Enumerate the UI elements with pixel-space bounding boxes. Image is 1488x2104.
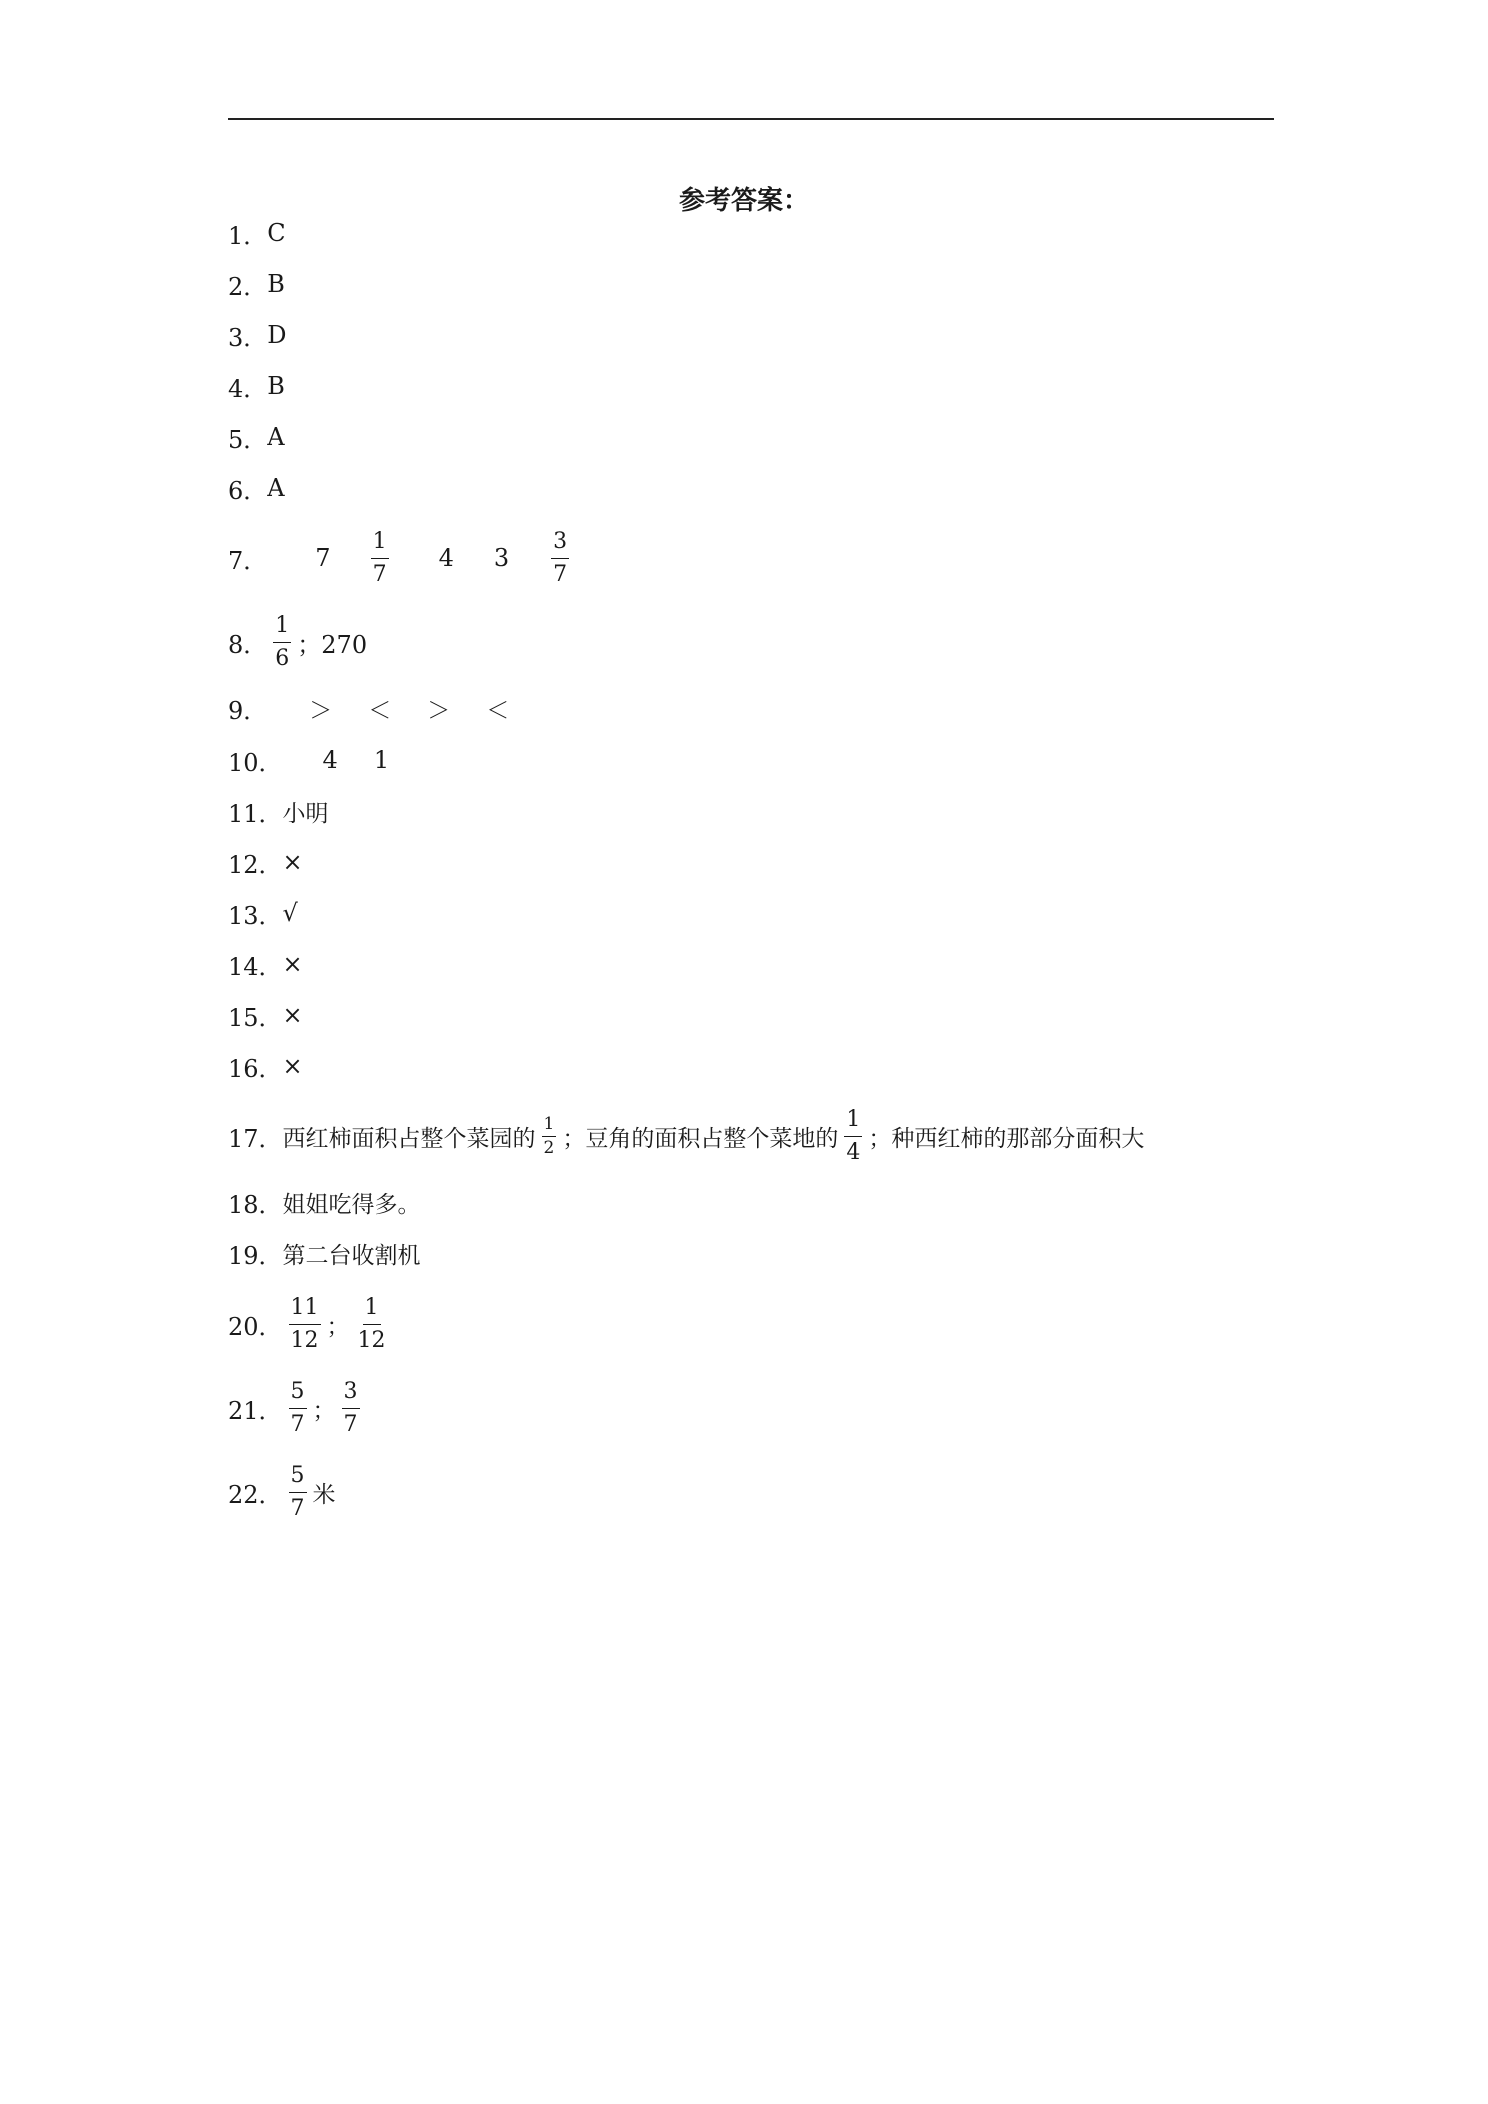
answer-value: 7 bbox=[315, 544, 331, 572]
answer-text: √ bbox=[282, 899, 298, 927]
denominator: 7 bbox=[372, 561, 387, 587]
denominator: 2 bbox=[543, 1137, 555, 1158]
answer-14 bbox=[228, 944, 303, 984]
fraction bbox=[289, 1294, 321, 1353]
answer-text: ；种西红柿的那部分面积大 bbox=[868, 1125, 1145, 1152]
numerator: 3 bbox=[551, 531, 569, 559]
answer-value: 1 bbox=[373, 746, 390, 774]
fraction bbox=[542, 1113, 557, 1158]
answer-text: A bbox=[267, 423, 285, 451]
denominator: 7 bbox=[290, 1495, 305, 1521]
answer-number: 5． bbox=[228, 425, 268, 454]
fraction bbox=[273, 612, 291, 671]
separator: ； bbox=[326, 1313, 350, 1340]
denominator: 12 bbox=[290, 1327, 319, 1353]
answer-text: 小明 bbox=[282, 800, 329, 827]
answer-text: 西红柿面积占整个菜园的 bbox=[282, 1125, 536, 1152]
numerator: 5 bbox=[289, 1465, 307, 1493]
answer-number: 18． bbox=[228, 1190, 283, 1219]
answer-6 bbox=[228, 468, 285, 508]
answer-number: 15． bbox=[228, 1003, 283, 1032]
answer-16 bbox=[228, 1046, 303, 1086]
answer-7 bbox=[228, 528, 575, 588]
answer-text: 姐姐吃得多。 bbox=[282, 1191, 421, 1218]
answer-number: 17． bbox=[228, 1124, 283, 1153]
fraction bbox=[356, 1294, 388, 1353]
comparison-sign: ＜ bbox=[368, 697, 392, 724]
answer-11 bbox=[228, 791, 329, 831]
answer-value: 4 bbox=[322, 746, 338, 774]
answer-number: 2． bbox=[228, 272, 268, 301]
fraction bbox=[342, 1378, 360, 1437]
answer-19 bbox=[228, 1233, 421, 1273]
answer-number: 12． bbox=[228, 850, 283, 879]
answer-2 bbox=[228, 264, 285, 304]
comparison-sign: ＜ bbox=[486, 697, 510, 724]
answer-22 bbox=[228, 1460, 336, 1524]
denominator: 7 bbox=[290, 1411, 305, 1437]
answer-20 bbox=[228, 1292, 394, 1356]
answer-13 bbox=[228, 893, 298, 933]
separator: ； bbox=[312, 1397, 336, 1424]
answer-number: 11． bbox=[228, 799, 283, 828]
page-title: 参考答案： bbox=[678, 186, 809, 216]
answer-number: 9． bbox=[228, 696, 268, 725]
answer-4 bbox=[228, 366, 285, 406]
comparison-sign: ＞ bbox=[427, 697, 451, 724]
answer-value: 4 bbox=[438, 544, 454, 572]
answer-18 bbox=[228, 1182, 421, 1222]
unit-label: 米 bbox=[312, 1481, 336, 1508]
answer-number: 7． bbox=[228, 546, 268, 575]
denominator: 7 bbox=[553, 561, 568, 587]
answer-value: 3 bbox=[493, 544, 510, 572]
denominator: 12 bbox=[357, 1327, 386, 1353]
answer-number: 3． bbox=[228, 323, 268, 352]
answer-21 bbox=[228, 1376, 366, 1440]
answer-number: 4． bbox=[228, 374, 268, 403]
answer-text: ；270 bbox=[297, 630, 368, 659]
answer-1 bbox=[228, 213, 286, 253]
numerator: 3 bbox=[342, 1381, 360, 1409]
answer-text: ；豆角的面积占整个菜地的 bbox=[562, 1125, 839, 1152]
numerator: 1 bbox=[371, 531, 389, 559]
answer-text: B bbox=[267, 270, 285, 298]
answer-15 bbox=[228, 995, 303, 1035]
fraction bbox=[289, 1462, 307, 1521]
answer-text: × bbox=[282, 1052, 303, 1080]
comparison-sign: ＞ bbox=[309, 697, 333, 724]
answer-number: 21． bbox=[228, 1396, 283, 1425]
numerator: 11 bbox=[289, 1297, 321, 1325]
header-rule bbox=[228, 118, 1274, 120]
answer-10 bbox=[228, 740, 389, 780]
denominator: 7 bbox=[343, 1411, 358, 1437]
numerator: 1 bbox=[273, 615, 291, 643]
answer-number: 13． bbox=[228, 901, 283, 930]
numerator: 1 bbox=[542, 1116, 557, 1137]
numerator: 1 bbox=[844, 1109, 862, 1137]
answer-number: 10． bbox=[228, 748, 283, 777]
answer-number: 16． bbox=[228, 1054, 283, 1083]
answer-text: 第二台收割机 bbox=[282, 1242, 421, 1269]
answer-text: × bbox=[282, 1001, 303, 1029]
answer-number: 19． bbox=[228, 1241, 283, 1270]
numerator: 1 bbox=[363, 1297, 381, 1325]
fraction bbox=[844, 1106, 862, 1165]
fraction bbox=[371, 528, 389, 587]
answer-number: 6． bbox=[228, 476, 268, 505]
denominator: 6 bbox=[275, 645, 290, 671]
fraction bbox=[289, 1378, 307, 1437]
answer-number: 14． bbox=[228, 952, 283, 981]
denominator: 4 bbox=[846, 1139, 861, 1165]
answer-12 bbox=[228, 842, 303, 882]
answer-number: 22． bbox=[228, 1480, 283, 1509]
answer-5 bbox=[228, 417, 285, 457]
answer-text: × bbox=[282, 950, 303, 978]
answer-8 bbox=[228, 612, 367, 672]
answer-number: 20． bbox=[228, 1312, 283, 1341]
answer-text: D bbox=[267, 321, 287, 349]
answer-number: 1． bbox=[228, 221, 268, 250]
answer-3 bbox=[228, 315, 287, 355]
fraction bbox=[551, 528, 569, 587]
answer-number: 8． bbox=[228, 630, 268, 659]
numerator: 5 bbox=[289, 1381, 307, 1409]
answer-9 bbox=[228, 688, 509, 728]
answer-text: C bbox=[267, 219, 286, 247]
answer-text: B bbox=[267, 372, 285, 400]
answer-text: × bbox=[282, 848, 303, 876]
answer-text: A bbox=[267, 474, 285, 502]
answer-17 bbox=[228, 1106, 1144, 1166]
